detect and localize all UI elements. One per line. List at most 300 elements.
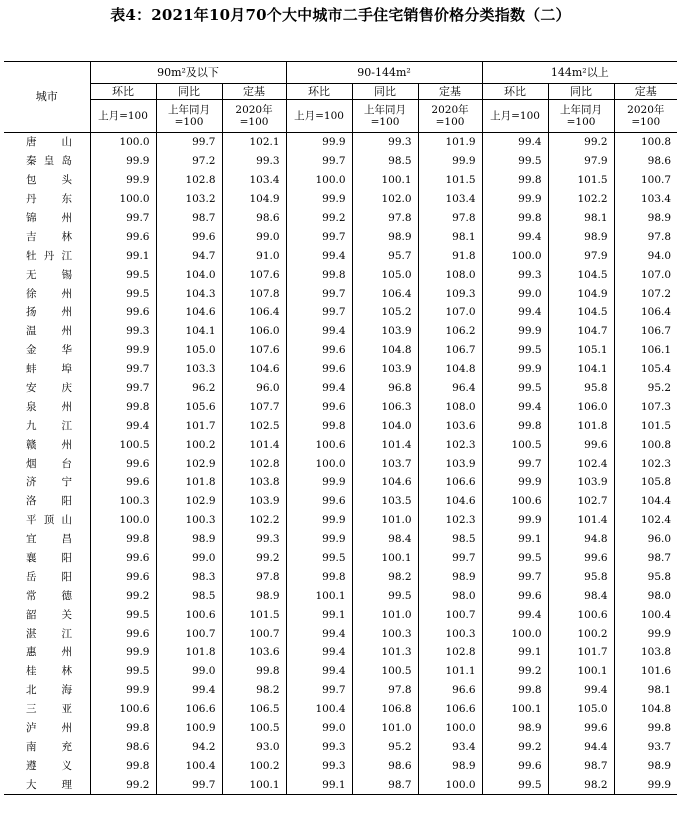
index-value: 99.4 [482, 303, 548, 322]
table-row [4, 756, 677, 775]
index-value: 102.2 [222, 511, 286, 530]
index-value: 99.9 [482, 360, 548, 379]
index-value: 106.5 [222, 700, 286, 719]
city-label: 南充 [26, 740, 72, 753]
city-label: 平顶山 [26, 514, 72, 527]
index-value: 104.0 [156, 265, 222, 284]
index-value: 98.9 [418, 756, 482, 775]
index-value: 99.7 [482, 454, 548, 473]
index-value: 99.7 [156, 775, 222, 794]
city-label: 赣州 [26, 438, 72, 451]
index-value: 99.9 [647, 627, 672, 640]
city-label: 锦州 [26, 212, 72, 224]
index-value: 100.5 [482, 435, 548, 454]
index-value: 99.9 [482, 190, 548, 209]
index-value: 107.2 [641, 287, 672, 300]
base-period-header: 上年同月=100 [548, 100, 614, 133]
city-label: 惠州 [26, 646, 72, 659]
city-name [4, 511, 90, 530]
table-row [4, 360, 677, 379]
table-row [4, 152, 677, 171]
index-value: 100.0 [286, 171, 352, 190]
index-value: 98.6 [352, 756, 418, 775]
city-name [4, 152, 90, 171]
index-value: 101.8 [156, 473, 222, 492]
index-value: 99.7 [286, 284, 352, 303]
index-value: 99.3 [222, 530, 286, 549]
base-period-header: 上年同月=100 [156, 100, 222, 133]
index-value: 94.2 [156, 738, 222, 757]
city-name [4, 492, 90, 511]
index-value: 102.9 [156, 492, 222, 511]
index-value: 99.9 [286, 190, 352, 209]
index-value: 99.4 [482, 227, 548, 246]
index-value: 100.0 [286, 454, 352, 473]
index-value: 98.9 [482, 719, 548, 738]
base-period-header: 上月=100 [482, 100, 548, 133]
city-label: 唐山 [26, 136, 72, 149]
city-label: 蚌埠 [26, 363, 72, 376]
index-value: 99.8 [647, 722, 672, 735]
city-label: 泉州 [26, 400, 72, 413]
index-value: 99.6 [90, 549, 156, 568]
index-value: 103.3 [156, 360, 222, 379]
index-value: 100.7 [222, 624, 286, 643]
index-value: 99.4 [548, 681, 614, 700]
index-value: 99.6 [482, 586, 548, 605]
table-row [4, 492, 677, 511]
index-value: 100.1 [286, 586, 352, 605]
index-value: 106.7 [418, 341, 482, 360]
index-value: 106.1 [641, 344, 672, 357]
index-value: 105.1 [548, 341, 614, 360]
index-value: 99.9 [482, 322, 548, 341]
index-value: 99.5 [286, 549, 352, 568]
index-value: 97.8 [647, 230, 672, 243]
city-name [4, 454, 90, 473]
index-value: 99.7 [418, 549, 482, 568]
index-value: 99.5 [482, 341, 548, 360]
city-name [4, 775, 90, 794]
table-row [4, 435, 677, 454]
table-row [4, 454, 677, 473]
table-row [4, 567, 677, 586]
index-value: 99.4 [156, 681, 222, 700]
index-value: 99.5 [90, 265, 156, 284]
index-value: 99.3 [482, 265, 548, 284]
table-row [4, 624, 677, 643]
index-value: 99.8 [90, 719, 156, 738]
index-value: 101.5 [548, 171, 614, 190]
index-value: 101.5 [418, 171, 482, 190]
index-value: 101.7 [548, 643, 614, 662]
index-value: 104.8 [641, 703, 672, 716]
index-value: 100.0 [418, 719, 482, 738]
index-value: 93.0 [222, 738, 286, 757]
index-value: 98.5 [418, 530, 482, 549]
index-value: 102.3 [418, 511, 482, 530]
index-value: 98.0 [647, 589, 672, 602]
index-value: 99.9 [90, 152, 156, 171]
index-value: 102.8 [418, 643, 482, 662]
city-name [4, 605, 90, 624]
index-value: 101.8 [156, 643, 222, 662]
index-value: 100.6 [548, 605, 614, 624]
index-value: 99.2 [90, 775, 156, 794]
city-name [4, 738, 90, 757]
index-value: 100.4 [641, 608, 672, 621]
index-value: 99.4 [482, 397, 548, 416]
index-value: 99.7 [286, 227, 352, 246]
index-value: 103.6 [418, 416, 482, 435]
index-value: 104.4 [641, 495, 672, 508]
city-label: 扬州 [26, 306, 72, 319]
subcolumn-header: 环比 [286, 84, 352, 100]
index-value: 106.4 [222, 303, 286, 322]
index-value: 105.8 [641, 476, 672, 489]
index-value: 100.1 [482, 700, 548, 719]
index-value: 95.8 [647, 570, 672, 583]
index-value: 103.8 [222, 473, 286, 492]
city-name [4, 227, 90, 246]
index-value: 96.2 [156, 379, 222, 398]
city-label: 遵义 [26, 759, 72, 772]
index-value: 103.4 [641, 193, 672, 206]
index-value: 100.5 [222, 719, 286, 738]
index-value: 98.1 [647, 684, 672, 697]
index-value: 98.1 [418, 227, 482, 246]
index-value: 99.8 [482, 209, 548, 228]
city-label: 洛阳 [26, 495, 72, 508]
index-value: 99.9 [286, 511, 352, 530]
index-value: 99.6 [286, 492, 352, 511]
index-value: 107.0 [418, 303, 482, 322]
city-name [4, 700, 90, 719]
index-value: 99.4 [286, 662, 352, 681]
index-value: 99.7 [90, 209, 156, 228]
index-value: 99.6 [90, 227, 156, 246]
index-value: 100.3 [156, 511, 222, 530]
subcolumn-header: 同比 [352, 84, 418, 100]
index-value: 106.6 [418, 700, 482, 719]
index-value: 104.9 [548, 284, 614, 303]
index-value: 99.1 [482, 643, 548, 662]
city-label: 湛江 [26, 627, 72, 640]
index-value: 99.8 [90, 756, 156, 775]
city-name [4, 246, 90, 265]
index-value: 100.3 [90, 492, 156, 511]
index-value: 104.7 [548, 322, 614, 341]
city-name [4, 397, 90, 416]
index-value: 99.3 [90, 322, 156, 341]
index-value: 99.8 [90, 397, 156, 416]
index-value: 99.7 [286, 303, 352, 322]
index-value: 101.6 [641, 665, 672, 678]
index-value: 99.3 [352, 133, 418, 152]
index-value: 103.7 [352, 454, 418, 473]
index-value: 102.9 [156, 454, 222, 473]
index-value: 98.9 [647, 759, 672, 772]
base-period-header: 上月=100 [90, 100, 156, 133]
index-value: 98.6 [222, 209, 286, 228]
index-value: 98.7 [156, 209, 222, 228]
index-value: 98.6 [647, 155, 672, 168]
table-row [4, 341, 677, 360]
index-value: 99.0 [286, 719, 352, 738]
index-value: 99.1 [90, 246, 156, 265]
index-value: 102.0 [352, 190, 418, 209]
index-value: 99.5 [90, 284, 156, 303]
index-value: 100.8 [641, 438, 672, 451]
index-value: 101.3 [352, 643, 418, 662]
city-name [4, 133, 90, 152]
index-value: 97.2 [156, 152, 222, 171]
index-value: 98.0 [418, 586, 482, 605]
city-label: 温州 [26, 325, 72, 338]
index-value: 101.0 [352, 511, 418, 530]
index-value: 97.8 [418, 209, 482, 228]
city-name [4, 624, 90, 643]
index-value: 102.2 [548, 190, 614, 209]
index-value: 102.3 [418, 435, 482, 454]
index-value: 99.4 [286, 643, 352, 662]
index-value: 105.0 [352, 265, 418, 284]
city-name [4, 303, 90, 322]
city-name [4, 360, 90, 379]
index-value: 95.8 [548, 379, 614, 398]
index-value: 100.6 [90, 700, 156, 719]
index-value: 106.8 [352, 700, 418, 719]
index-value: 100.0 [90, 511, 156, 530]
index-value: 99.8 [222, 662, 286, 681]
city-name [4, 209, 90, 228]
city-label: 襄阳 [26, 552, 72, 565]
index-value: 104.6 [222, 360, 286, 379]
index-value: 99.5 [482, 379, 548, 398]
index-value: 99.6 [548, 549, 614, 568]
city-label: 安庆 [26, 382, 72, 395]
index-value: 105.2 [352, 303, 418, 322]
page-title: 表4：2021年10月70个大中城市二手住宅销售价格分类指数（二） [110, 6, 571, 24]
city-label: 秦皇岛 [26, 155, 72, 168]
index-value: 100.5 [90, 435, 156, 454]
table-row [4, 171, 677, 190]
index-value: 109.3 [418, 284, 482, 303]
city-label: 吉林 [26, 230, 72, 243]
index-value: 101.1 [418, 662, 482, 681]
table-row [4, 265, 677, 284]
index-value: 95.8 [548, 567, 614, 586]
index-value: 99.4 [482, 133, 548, 152]
city-label: 韶关 [26, 608, 72, 621]
index-value: 106.6 [418, 473, 482, 492]
index-value: 99.4 [286, 246, 352, 265]
index-value: 93.4 [418, 738, 482, 757]
index-value: 107.8 [222, 284, 286, 303]
index-value: 104.1 [548, 360, 614, 379]
index-value: 100.1 [352, 171, 418, 190]
index-value: 94.4 [548, 738, 614, 757]
index-value: 99.2 [222, 549, 286, 568]
index-value: 99.6 [90, 454, 156, 473]
group-header-large: 144m²以上 [482, 62, 677, 84]
index-value: 99.7 [482, 567, 548, 586]
index-value: 99.0 [156, 549, 222, 568]
index-value: 99.6 [286, 360, 352, 379]
index-value: 100.0 [418, 775, 482, 794]
index-value: 98.2 [548, 775, 614, 794]
city-name [4, 530, 90, 549]
index-value: 98.9 [548, 227, 614, 246]
index-value: 99.9 [90, 341, 156, 360]
index-value: 106.0 [548, 397, 614, 416]
base-period-header: 2020年=100 [418, 100, 482, 133]
index-value: 97.8 [352, 209, 418, 228]
index-value: 99.7 [156, 133, 222, 152]
index-value: 99.8 [286, 265, 352, 284]
city-label: 九江 [26, 419, 72, 432]
index-value: 99.3 [286, 756, 352, 775]
index-value: 108.0 [418, 265, 482, 284]
index-value: 98.6 [90, 738, 156, 757]
table-row [4, 397, 677, 416]
subcolumn-header: 同比 [548, 84, 614, 100]
table-row [4, 681, 677, 700]
index-value: 100.2 [156, 435, 222, 454]
index-value: 99.9 [286, 133, 352, 152]
index-value: 99.2 [286, 209, 352, 228]
index-value: 99.8 [482, 681, 548, 700]
index-value: 99.9 [286, 473, 352, 492]
index-value: 99.8 [286, 567, 352, 586]
index-value: 107.6 [222, 265, 286, 284]
index-value: 99.6 [482, 756, 548, 775]
city-label: 无锡 [26, 268, 72, 281]
index-value: 99.4 [482, 605, 548, 624]
index-value: 104.1 [156, 322, 222, 341]
index-value: 99.6 [90, 567, 156, 586]
city-label: 徐州 [26, 287, 72, 300]
city-name [4, 643, 90, 662]
index-value: 99.7 [90, 360, 156, 379]
index-value: 100.0 [90, 133, 156, 152]
index-value: 102.1 [222, 133, 286, 152]
index-value: 96.0 [222, 379, 286, 398]
index-value: 100.0 [90, 190, 156, 209]
index-value: 104.6 [156, 303, 222, 322]
index-value: 103.9 [222, 492, 286, 511]
subcolumn-header: 定基 [614, 84, 677, 100]
index-value: 98.2 [352, 567, 418, 586]
index-value: 99.6 [548, 435, 614, 454]
city-name [4, 719, 90, 738]
index-value: 101.4 [548, 511, 614, 530]
index-value: 103.9 [352, 322, 418, 341]
table-row [4, 700, 677, 719]
city-name [4, 322, 90, 341]
index-value: 99.8 [90, 530, 156, 549]
index-value: 99.7 [286, 152, 352, 171]
index-value: 94.0 [647, 249, 672, 262]
index-value: 100.3 [418, 624, 482, 643]
index-value: 103.5 [352, 492, 418, 511]
index-value: 101.7 [156, 416, 222, 435]
index-value: 98.3 [156, 567, 222, 586]
index-value: 106.2 [418, 322, 482, 341]
table-row [4, 322, 677, 341]
index-value: 99.6 [90, 473, 156, 492]
index-value: 106.3 [352, 397, 418, 416]
index-value: 95.2 [352, 738, 418, 757]
price-index-table [4, 61, 677, 795]
index-value: 96.6 [418, 681, 482, 700]
index-value: 104.3 [156, 284, 222, 303]
city-name [4, 190, 90, 209]
index-value: 104.6 [418, 492, 482, 511]
index-value: 95.7 [352, 246, 418, 265]
index-value: 100.3 [352, 624, 418, 643]
base-period-header: 上月=100 [286, 100, 352, 133]
table-row [4, 416, 677, 435]
index-value: 102.4 [641, 514, 672, 527]
index-value: 99.9 [90, 681, 156, 700]
index-value: 96.0 [647, 533, 672, 546]
index-value: 105.4 [641, 363, 672, 376]
index-value: 99.6 [90, 624, 156, 643]
index-value: 98.1 [548, 209, 614, 228]
index-value: 104.9 [222, 190, 286, 209]
index-value: 96.8 [352, 379, 418, 398]
table-row [4, 284, 677, 303]
index-value: 102.4 [548, 454, 614, 473]
index-value: 99.5 [90, 605, 156, 624]
city-name [4, 379, 90, 398]
index-value: 99.8 [482, 416, 548, 435]
city-label: 桂林 [26, 665, 72, 678]
index-value: 107.3 [641, 400, 672, 413]
index-value: 99.5 [90, 662, 156, 681]
base-period-header: 上年同月=100 [352, 100, 418, 133]
table-row [4, 530, 677, 549]
index-value: 100.0 [482, 624, 548, 643]
index-value: 99.2 [482, 738, 548, 757]
index-value: 100.0 [482, 246, 548, 265]
index-value: 98.9 [156, 530, 222, 549]
index-value: 100.2 [548, 624, 614, 643]
index-value: 97.8 [222, 567, 286, 586]
index-value: 106.0 [222, 322, 286, 341]
index-value: 101.9 [418, 133, 482, 152]
index-value: 104.8 [352, 341, 418, 360]
index-value: 99.5 [352, 586, 418, 605]
city-name [4, 756, 90, 775]
index-value: 98.4 [548, 586, 614, 605]
city-label: 丹东 [26, 193, 72, 206]
index-value: 98.7 [548, 756, 614, 775]
table-row [4, 246, 677, 265]
index-value: 99.9 [418, 152, 482, 171]
index-value: 103.6 [222, 643, 286, 662]
city-label: 宜昌 [26, 533, 72, 546]
index-value: 99.9 [90, 643, 156, 662]
index-value: 95.2 [647, 382, 672, 395]
index-value: 106.4 [352, 284, 418, 303]
index-value: 102.5 [222, 416, 286, 435]
index-value: 104.6 [352, 473, 418, 492]
index-value: 99.4 [90, 416, 156, 435]
index-value: 100.1 [548, 662, 614, 681]
index-value: 98.4 [352, 530, 418, 549]
